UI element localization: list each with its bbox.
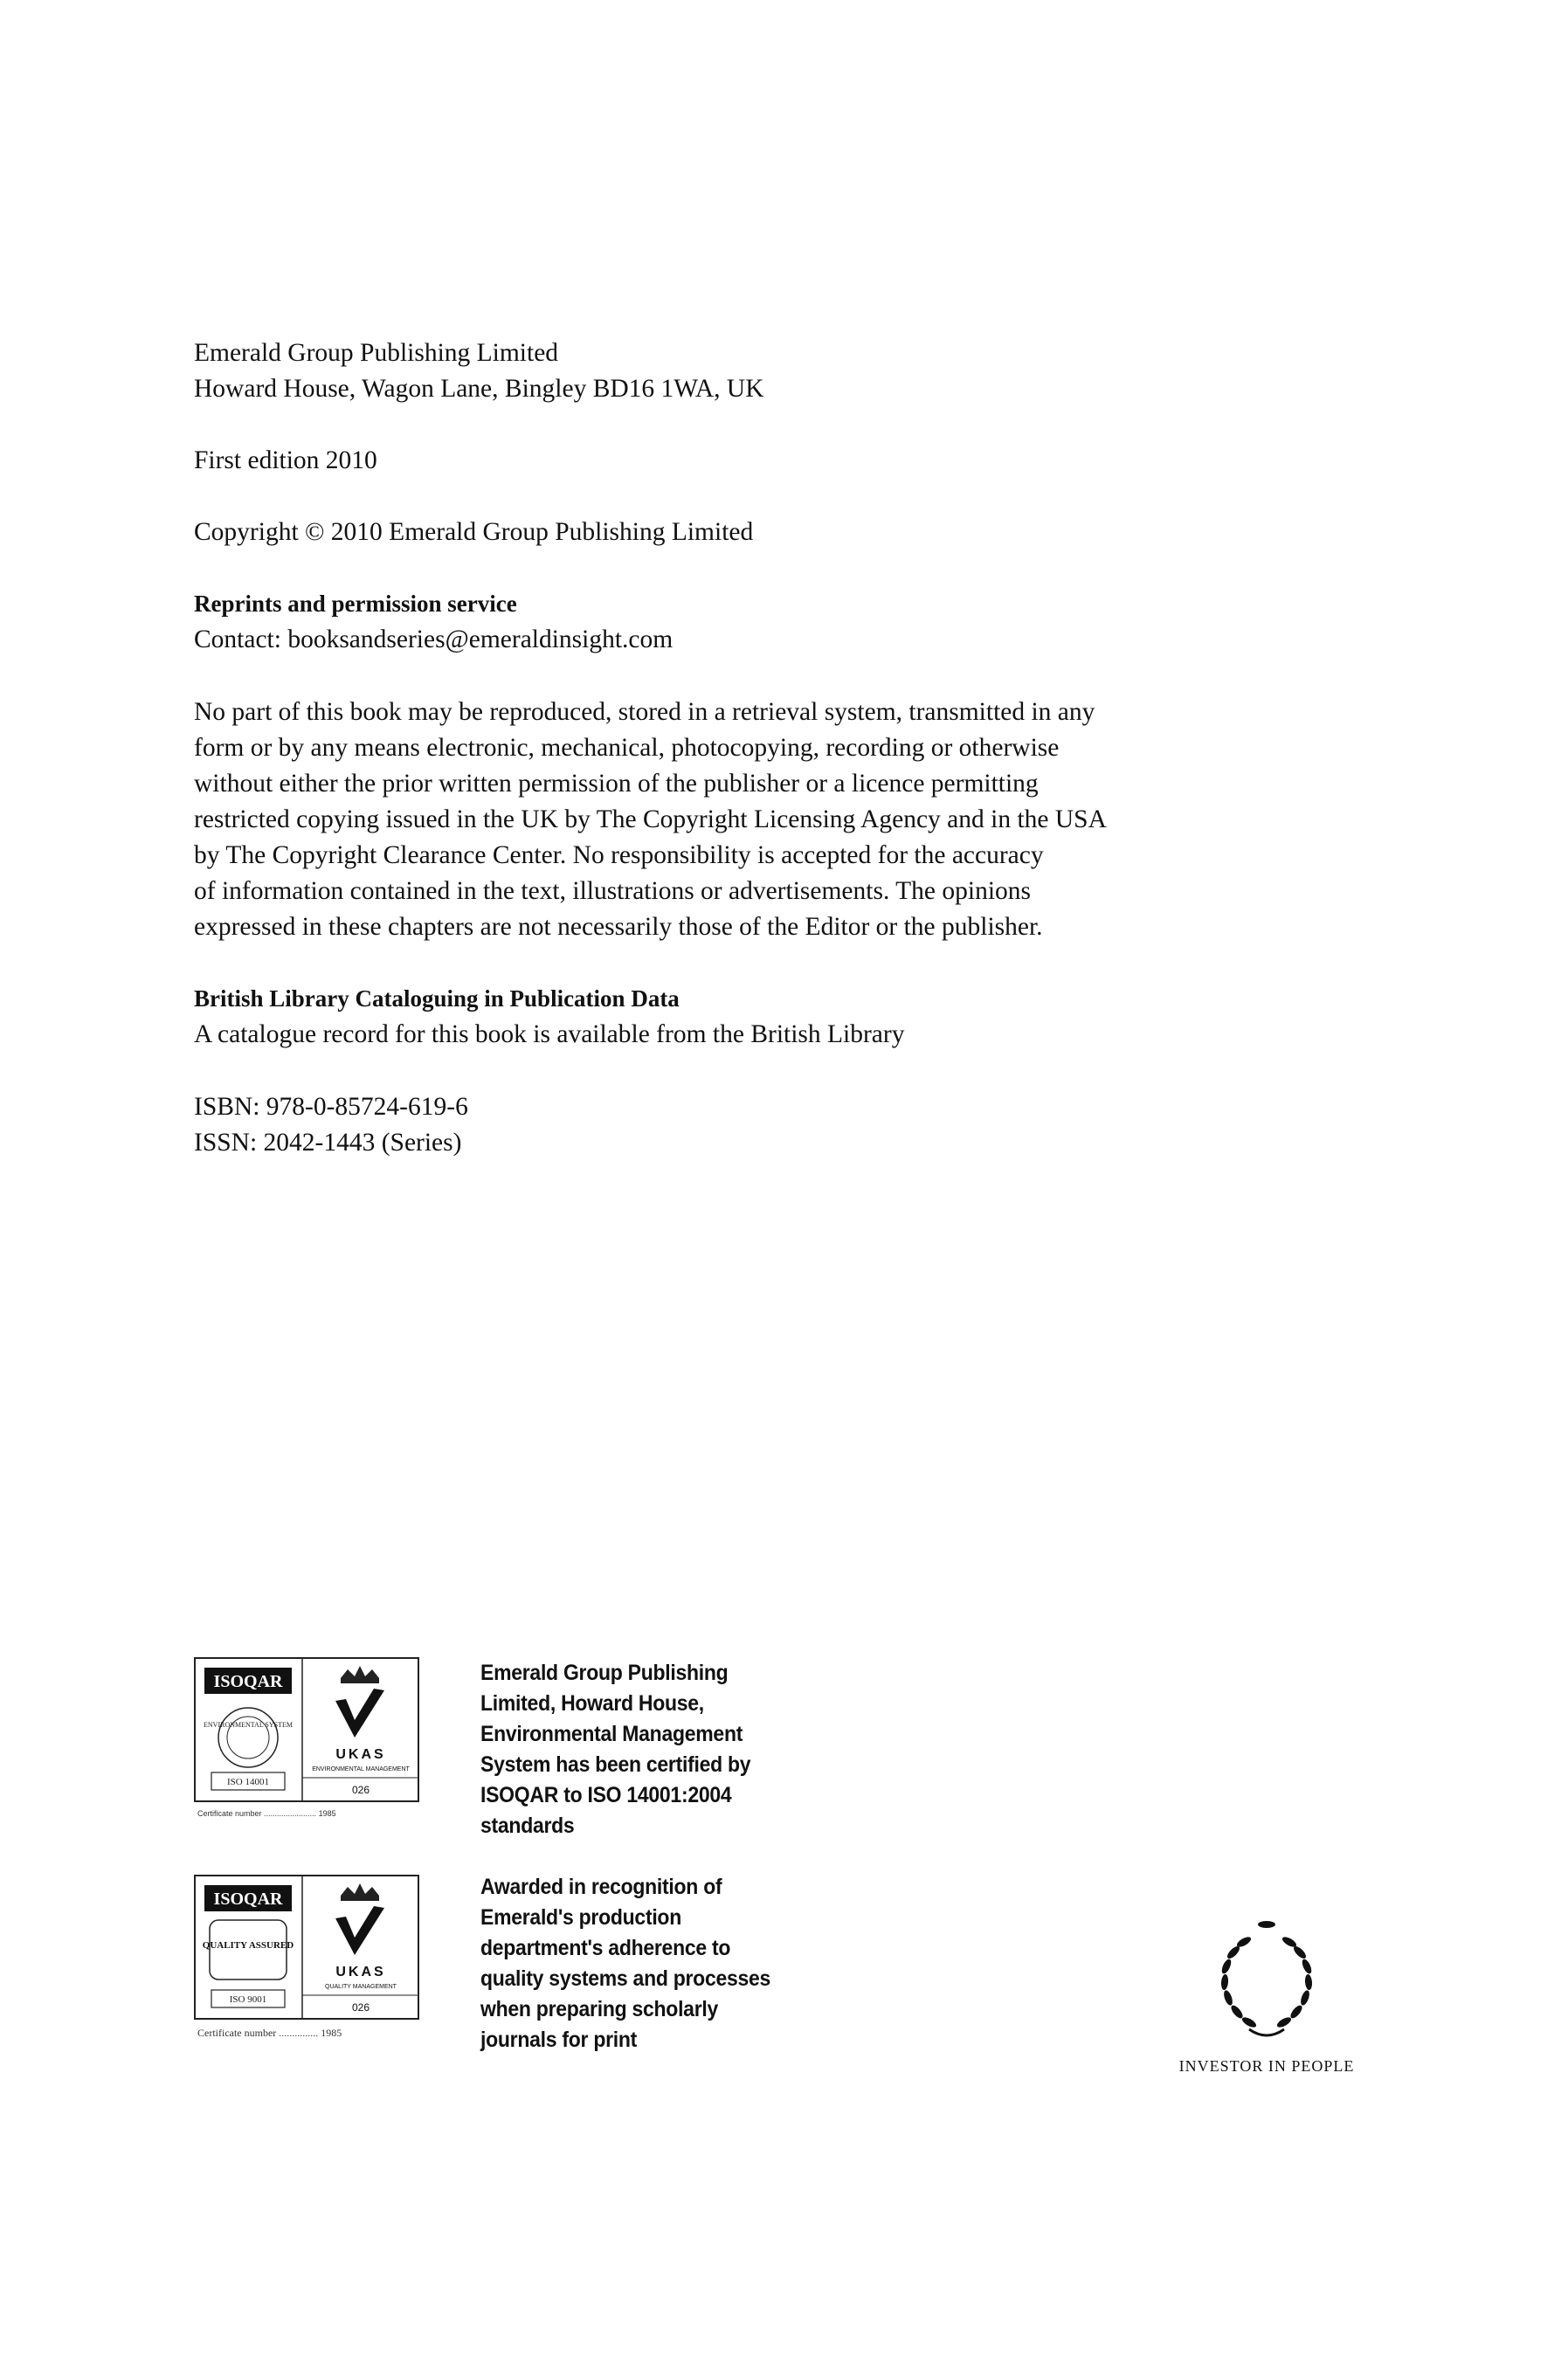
ukas-subtext: ENVIRONMENTAL MANAGEMENT <box>312 1766 410 1772</box>
rights-line: by The Copyright Clearance Center. No responsibility is accepted for the accuracy <box>194 841 1044 869</box>
laurel-wreath-icon <box>1153 1917 1380 2049</box>
iso-standard-label: ISO 9001 <box>229 1994 267 2005</box>
reprints-contact: Contact: booksandseries@emeraldinsight.com <box>194 625 673 653</box>
description-line: Emerald Group Publishing <box>480 1661 729 1685</box>
crown-icon <box>341 1666 379 1683</box>
iso14001-description <box>480 1658 750 1841</box>
certificate-number-line: Certificate number ............... 1985 <box>197 2027 342 2039</box>
iso14001-logo-graphic <box>194 1657 419 1802</box>
ukas-text: UKAS <box>335 1747 386 1762</box>
ukas-text: UKAS <box>335 1965 386 1980</box>
isoqar-logo-text: ISOQAR <box>213 1672 283 1691</box>
rights-line: without either the prior written permission of the publisher or a licence permitting <box>194 770 1039 798</box>
cataloguing-block <box>194 981 1382 1053</box>
description-line: System has been certified by <box>480 1752 751 1777</box>
iso9001-description <box>480 1872 770 2056</box>
rights-line: of information contained in the text, illustrations or advertisements. The opinions <box>194 877 1032 905</box>
iso14001-certificate-logo <box>194 1657 419 1802</box>
rights-paragraph <box>194 694 1382 945</box>
iso-standard-label: ISO 14001 <box>227 1777 269 1787</box>
isbn: ISBN: 978-0-85724-619-6 <box>194 1093 468 1121</box>
ring-text: ENVIRONMENTAL SYSTEM <box>204 1721 293 1729</box>
cataloguing-heading: British Library Cataloguing in Publication Data <box>194 985 680 1012</box>
copyright: Copyright © 2010 Emerald Group Publishing Limited <box>194 518 754 546</box>
ring-text: QUALITY ASSURED <box>202 1940 294 1951</box>
isoqar-logo-text: ISOQAR <box>213 1890 283 1909</box>
description-line: quality systems and processes <box>480 1966 771 1991</box>
description-line: standards <box>480 1814 575 1838</box>
rights-line: restricted copying issued in the UK by The Copyright Licensing Agency and in the USA <box>194 805 1107 833</box>
ukas-subtext: QUALITY MANAGEMENT <box>325 1984 397 1990</box>
crown-icon <box>341 1883 379 1901</box>
investor-in-people-label: INVESTOR IN PEOPLE <box>1178 2057 1355 2075</box>
certificate-label: Certificate number <box>197 1809 262 1818</box>
ukas-code: 026 <box>351 2001 370 2014</box>
description-line: ISOQAR to ISO 14001:2004 <box>480 1783 732 1807</box>
description-line: Limited, Howard House, <box>480 1691 704 1716</box>
identifiers-block <box>194 1089 1382 1161</box>
reprints-heading: Reprints and permission service <box>194 591 517 617</box>
investor-in-people-logo <box>1153 1917 1380 2049</box>
description-line: department's adherence to <box>480 1936 731 1960</box>
description-line: Awarded in recognition of <box>480 1875 722 1899</box>
rights-line: No part of this book may be reproduced, stored in a retrieval system, transmitted in any <box>194 698 1095 726</box>
certificate-number: 1985 <box>318 1809 336 1818</box>
certificate-number-line: Certificate number ........................ 1985 <box>197 1809 336 1818</box>
certificate-label: Certificate number <box>197 2027 277 2039</box>
issn: ISSN: 2042-1443 (Series) <box>194 1129 462 1157</box>
publisher-address: Howard House, Wagon Lane, Bingley BD16 1WA, UK <box>194 375 764 403</box>
rights-line: expressed in these chapters are not necessarily those of the Editor or the publisher. <box>194 913 1043 941</box>
rights-line: form or by any means electronic, mechanical, photocopying, recording or otherwise <box>194 734 1060 762</box>
ukas-code: 026 <box>351 1784 370 1796</box>
cataloguing-text: A catalogue record for this book is available from the British Library <box>194 1020 905 1048</box>
description-line: Environmental Management <box>480 1722 743 1746</box>
checkmark-icon <box>335 1689 384 1738</box>
checkmark-icon <box>335 1906 384 1955</box>
reprints-block <box>194 586 1382 658</box>
publisher-name: Emerald Group Publishing Limited <box>194 339 559 367</box>
iso9001-certificate-logo <box>194 1875 419 2020</box>
iso9001-logo-graphic <box>194 1875 419 2020</box>
description-line: journals for print <box>480 2028 638 2052</box>
description-line: when preparing scholarly <box>480 1997 719 2021</box>
certificate-number: 1985 <box>321 2027 342 2039</box>
publisher-block <box>194 335 1382 407</box>
description-line: Emerald's production <box>480 1905 681 1930</box>
edition: First edition 2010 <box>194 446 377 474</box>
